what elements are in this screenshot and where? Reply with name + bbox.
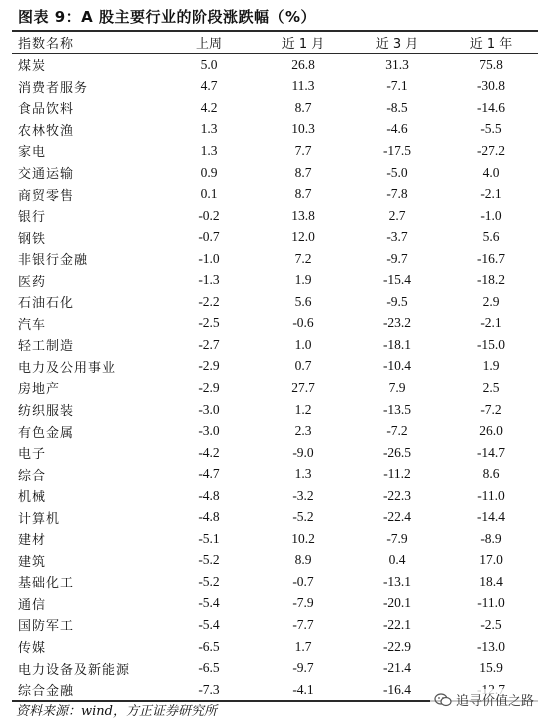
cell-name: 医药 <box>18 274 47 290</box>
cell-1-year: 2.9 <box>482 293 500 309</box>
cell-1-year: 15.9 <box>479 660 503 676</box>
cell-name: 建材 <box>18 533 47 549</box>
cell-name: 非银行金融 <box>18 253 89 269</box>
cell-1-month: 1.0 <box>294 336 312 352</box>
cell-1-year: -2.1 <box>480 186 502 202</box>
cell-1-month: 10.3 <box>291 121 315 137</box>
cell-1-year: 26.0 <box>479 423 503 439</box>
cell-1-month: -3.2 <box>292 487 314 503</box>
cell-1-month: 10.2 <box>291 530 315 546</box>
cell-1-month: 12.0 <box>291 229 315 245</box>
cell-3-month: -7.2 <box>386 423 408 439</box>
cell-1-month: -4.1 <box>292 681 314 697</box>
table-row <box>12 97 538 119</box>
cell-name: 纺织服装 <box>18 404 75 420</box>
table-row <box>12 442 538 464</box>
cell-1-month: 7.7 <box>294 142 312 158</box>
cell-name: 房地产 <box>18 382 61 398</box>
cell-1-month: 2.3 <box>294 423 312 439</box>
cell-last-week: 5.0 <box>200 56 218 72</box>
cell-3-month: -22.4 <box>382 509 412 525</box>
cell-1-year: -2.1 <box>480 315 502 331</box>
cell-1-month: -0.7 <box>292 573 314 589</box>
cell-last-week: -4.2 <box>198 444 220 460</box>
table-title: 图表 9：A 股主要行业的阶段涨跌幅（%） <box>18 8 317 26</box>
cell-last-week: -1.0 <box>198 250 220 266</box>
cell-last-week: -6.5 <box>198 660 220 676</box>
cell-3-month: -4.6 <box>386 121 408 137</box>
cell-1-month: 1.9 <box>294 272 312 288</box>
cell-last-week: -7.3 <box>198 681 220 697</box>
cell-1-month: 1.7 <box>294 638 312 654</box>
table-row <box>12 313 538 335</box>
cell-name: 交通运输 <box>18 167 75 182</box>
cell-1-year: 18.4 <box>479 573 503 589</box>
cell-name: 计算机 <box>18 511 61 527</box>
cell-name: 建筑 <box>18 554 47 570</box>
table-row <box>12 614 538 636</box>
table-row <box>12 54 538 76</box>
table-row <box>12 506 538 528</box>
cell-3-month: 0.4 <box>388 552 406 568</box>
cell-3-month: -22.3 <box>382 487 412 503</box>
table-row <box>12 571 538 593</box>
cell-last-week: -2.9 <box>198 358 220 374</box>
cell-3-month: -26.5 <box>382 444 412 460</box>
cell-3-month: -9.5 <box>386 293 408 309</box>
cell-last-week: -2.2 <box>198 293 220 309</box>
cell-name: 钢铁 <box>18 231 47 247</box>
cell-last-week: 1.3 <box>200 142 218 158</box>
cell-3-month: -7.9 <box>386 530 408 546</box>
cell-name: 银行 <box>18 210 47 226</box>
table-row <box>12 248 538 270</box>
cell-1-month: 8.9 <box>294 552 312 568</box>
cell-last-week: -5.1 <box>198 530 220 546</box>
cell-1-month: 7.2 <box>294 250 312 266</box>
header-last-week: 上周 <box>195 37 222 52</box>
cell-name: 家电 <box>18 145 47 161</box>
cell-1-month: 13.8 <box>291 207 315 223</box>
cell-last-week: -4.8 <box>198 509 220 525</box>
cell-3-month: -20.1 <box>382 595 412 611</box>
cell-last-week: 0.1 <box>200 186 218 202</box>
table-row <box>12 334 538 356</box>
table-row <box>12 377 538 399</box>
cell-last-week: -5.2 <box>198 573 220 589</box>
header-index-name: 指数名称 <box>18 37 75 52</box>
cell-name: 有色金属 <box>18 425 75 441</box>
table-row <box>12 183 538 205</box>
cell-last-week: -4.8 <box>198 487 220 503</box>
cell-3-month: -18.1 <box>382 336 412 352</box>
cell-1-year: 4.0 <box>482 164 500 180</box>
cell-1-month: 26.8 <box>291 56 315 72</box>
cell-3-month: -5.0 <box>386 164 408 180</box>
cell-3-month: -11.2 <box>383 466 411 482</box>
cell-name: 综合金融 <box>18 684 75 700</box>
table-row <box>12 205 538 227</box>
cell-last-week: 4.2 <box>200 99 218 115</box>
cell-1-month: -7.9 <box>292 595 314 611</box>
cell-3-month: -8.5 <box>386 99 408 115</box>
table-row <box>12 162 538 184</box>
cell-1-month: 1.3 <box>294 466 312 482</box>
cell-1-month: -7.7 <box>292 616 314 632</box>
cell-last-week: -2.5 <box>198 315 220 331</box>
cell-1-year: 5.6 <box>482 229 500 245</box>
cell-3-month: -22.1 <box>382 616 412 632</box>
cell-3-month: -9.7 <box>386 250 408 266</box>
cell-1-month: 8.7 <box>294 186 312 202</box>
cell-1-year: -11.0 <box>477 595 505 611</box>
cell-last-week: 1.3 <box>200 121 218 137</box>
cell-1-year: -8.9 <box>480 530 502 546</box>
cell-1-year: 8.6 <box>482 466 500 482</box>
cell-3-month: -23.2 <box>382 315 412 331</box>
cell-1-year: -14.4 <box>476 509 506 525</box>
cell-name: 消费者服务 <box>18 80 89 96</box>
source-note: 资料来源：wind，方正证券研究所 <box>16 704 217 719</box>
cell-3-month: -3.7 <box>386 229 408 245</box>
cell-name: 国防军工 <box>18 619 75 635</box>
cell-name: 电力及公用事业 <box>18 360 117 376</box>
table-row <box>12 119 538 141</box>
cell-1-month: -5.2 <box>292 509 314 525</box>
cell-3-month: -13.5 <box>382 401 412 417</box>
cell-1-month: -0.6 <box>292 315 314 331</box>
cell-3-month: -7.1 <box>386 78 408 94</box>
cell-name: 电子 <box>18 447 47 463</box>
cell-1-year: -2.5 <box>480 616 502 632</box>
cell-1-year: -1.0 <box>480 207 502 223</box>
cell-last-week: -2.7 <box>198 336 220 352</box>
cell-name: 汽车 <box>18 317 47 333</box>
cell-last-week: -6.5 <box>198 638 220 654</box>
table-row <box>12 463 538 485</box>
cell-last-week: -5.4 <box>198 616 220 632</box>
watermark-text: 追寻价值之路 <box>455 694 534 709</box>
industry-returns-table <box>12 30 538 702</box>
cell-3-month: 31.3 <box>385 56 409 72</box>
cell-3-month: -10.4 <box>382 358 412 374</box>
wechat-watermark <box>430 689 538 710</box>
cell-1-year: -7.2 <box>480 401 502 417</box>
cell-name: 商贸零售 <box>18 188 75 204</box>
table-row <box>12 593 538 615</box>
cell-3-month: 2.7 <box>388 207 406 223</box>
table-row <box>12 76 538 98</box>
cell-1-year: 1.9 <box>482 358 500 374</box>
cell-name: 传媒 <box>18 641 47 657</box>
cell-1-year: -11.0 <box>477 487 505 503</box>
cell-1-year: 2.5 <box>482 379 500 395</box>
cell-3-month: -15.4 <box>382 272 412 288</box>
cell-name: 石油石化 <box>18 296 75 312</box>
cell-1-month: 11.3 <box>291 78 315 94</box>
cell-1-month: 8.7 <box>294 99 312 115</box>
cell-3-month: -16.4 <box>382 681 412 697</box>
cell-name: 综合 <box>18 468 47 484</box>
table-row <box>12 399 538 421</box>
cell-1-month: 0.7 <box>294 358 312 374</box>
cell-last-week: -0.7 <box>198 229 220 245</box>
cell-1-year: 17.0 <box>479 552 503 568</box>
cell-1-year: -30.8 <box>476 78 506 94</box>
table-row <box>12 420 538 442</box>
cell-1-year: -14.7 <box>476 444 506 460</box>
header-1-month: 近 1 月 <box>281 37 325 52</box>
cell-1-month: 27.7 <box>291 379 315 395</box>
cell-1-year: 75.8 <box>479 56 503 72</box>
cell-3-month: -17.5 <box>382 142 412 158</box>
cell-3-month: -21.4 <box>382 660 412 676</box>
table-row <box>12 528 538 550</box>
cell-3-month: 7.9 <box>388 379 406 395</box>
table-row <box>12 657 538 679</box>
header-1-year: 近 1 年 <box>469 37 513 52</box>
cell-1-year: -15.0 <box>476 336 506 352</box>
cell-1-month: 1.2 <box>294 401 312 417</box>
cell-name: 煤炭 <box>18 59 47 75</box>
cell-last-week: -5.2 <box>198 552 220 568</box>
cell-name: 轻工制造 <box>18 339 75 355</box>
cell-name: 基础化工 <box>18 576 75 592</box>
table-row <box>12 226 538 248</box>
cell-1-month: -9.7 <box>292 660 314 676</box>
table-row <box>12 485 538 507</box>
cell-1-month: 5.6 <box>294 293 312 309</box>
cell-name: 电力设备及新能源 <box>18 662 131 678</box>
cell-1-year: -18.2 <box>476 272 506 288</box>
cell-last-week: -0.2 <box>198 207 220 223</box>
table-row <box>12 356 538 378</box>
table-row <box>12 550 538 572</box>
cell-1-year: -14.6 <box>476 99 506 115</box>
cell-name: 农林牧渔 <box>18 123 75 139</box>
cell-1-year: -5.5 <box>480 121 502 137</box>
table-row <box>12 140 538 162</box>
table-row <box>12 636 538 658</box>
cell-3-month: -7.8 <box>386 186 408 202</box>
cell-last-week: -2.9 <box>198 379 220 395</box>
cell-last-week: -5.4 <box>198 595 220 611</box>
cell-name: 机械 <box>18 490 47 506</box>
cell-name: 通信 <box>18 597 47 613</box>
cell-last-week: 4.7 <box>200 78 218 94</box>
cell-name: 食品饮料 <box>18 102 75 118</box>
table-row <box>12 291 538 313</box>
cell-last-week: -3.0 <box>198 423 220 439</box>
cell-3-month: -13.1 <box>382 573 412 589</box>
cell-1-month: -9.0 <box>292 444 314 460</box>
cell-1-year: -16.7 <box>476 250 506 266</box>
cell-last-week: -1.3 <box>198 272 220 288</box>
cell-3-month: -22.9 <box>382 638 412 654</box>
cell-last-week: -4.7 <box>198 466 220 482</box>
cell-1-year: -27.2 <box>476 142 506 158</box>
cell-1-year: -13.0 <box>476 638 506 654</box>
cell-last-week: -3.0 <box>198 401 220 417</box>
table-header-row <box>12 32 538 54</box>
table-row <box>12 269 538 291</box>
cell-last-week: 0.9 <box>200 164 218 180</box>
header-3-month: 近 3 月 <box>375 37 419 52</box>
wechat-icon <box>434 693 452 707</box>
cell-1-month: 8.7 <box>294 164 312 180</box>
